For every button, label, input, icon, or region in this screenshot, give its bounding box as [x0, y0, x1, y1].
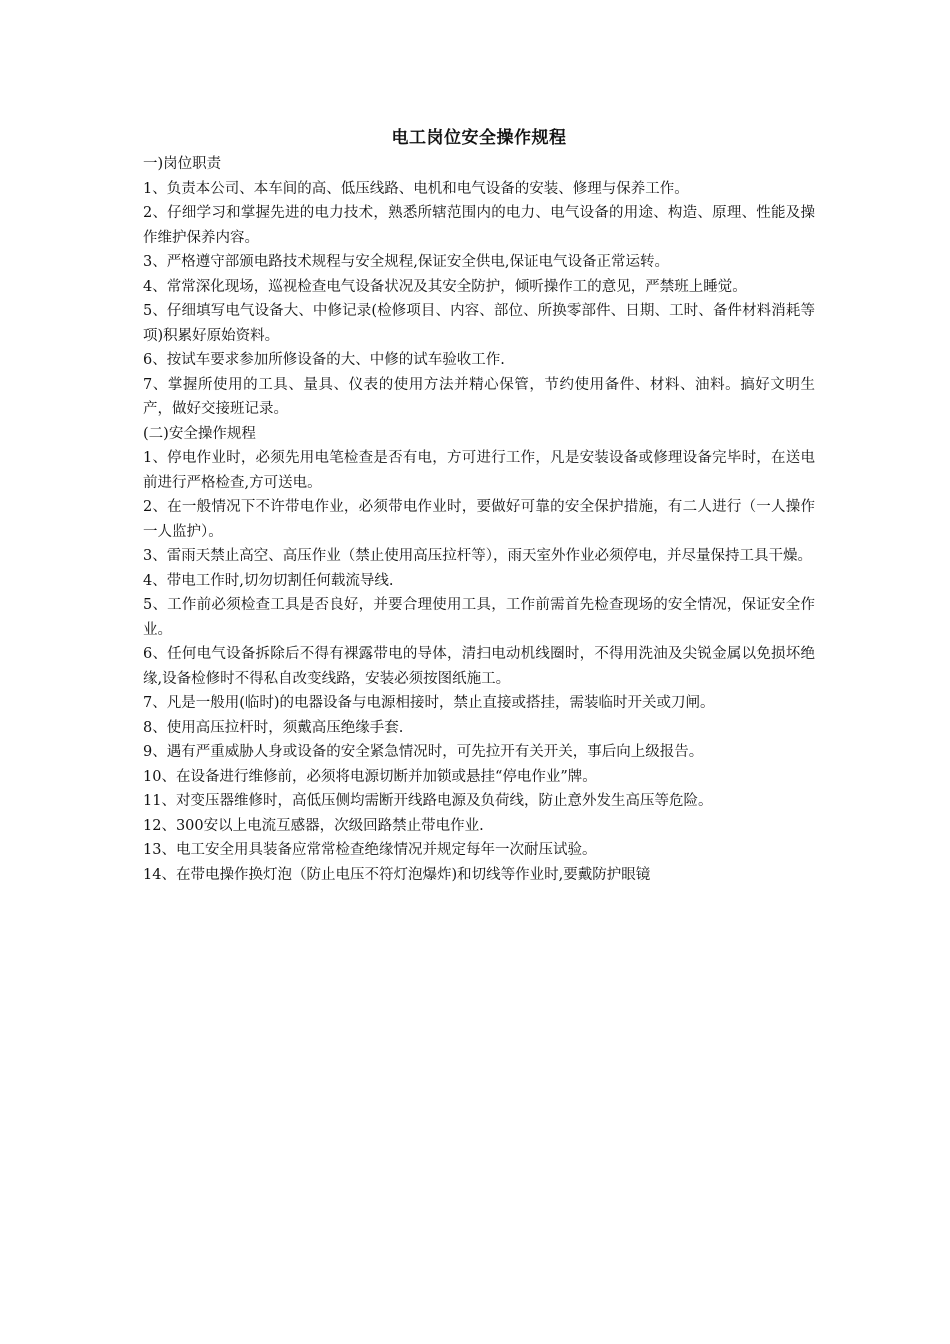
section-job-duties: [143, 152, 815, 422]
list-item: 3、严格遵守部颁电路技术规程与安全规程,保证安全供电,保证电气设备正常运转。: [143, 254, 669, 270]
list-item: 14、在带电操作换灯泡（防止电压不符灯泡爆炸)和切线等作业时,要戴防护眼镜: [143, 866, 651, 883]
list-item: 2、在一般情况下不许带电作业，必须带电作业时，要做好可靠的安全保护措施，有二人进行（一人操作一人监护）。: [143, 499, 815, 540]
list-item: 5、工作前必须检查工具是否良好，并要合理使用工具，工作前需首先检查现场的安全情况，保证安全作业。: [143, 597, 815, 638]
list-item: 1、负责本公司、本车间的高、低压线路、电机和电气设备的安装、修理与保养工作。: [143, 180, 689, 197]
list-item: 12、300安以上电流互感器，次级回路禁止带电作业.: [143, 817, 484, 834]
section-safety-rules: [143, 422, 815, 888]
list-item: 8、使用高压拉杆时，须戴高压绝缘手套.: [143, 719, 404, 736]
list-item: 7、掌握所使用的工具、量具、仪表的使用方法并精心保管，节约使用备件、材料、油料。搞好文明生产，做好交接班记录。: [143, 376, 815, 417]
list-item: 4、常常深化现场，巡视检查电气设备状况及其安全防护，倾听操作工的意见，严禁班上睡觉。: [143, 278, 747, 295]
list-item: 7、凡是一般用(临时)的电器设备与电源相接时，禁止直接或搭挂，需装临时开关或刀闸。: [143, 695, 715, 711]
list-item: 11、对变压器维修时，高低压侧均需断开线路电源及负荷线，防止意外发生高压等危险。: [143, 793, 713, 809]
list-item: 3、雷雨天禁止高空、高压作业（禁止使用高压拉杆等），雨天室外作业必须停电，并尽量保持工具干燥。: [143, 548, 812, 564]
list-item: 2、仔细学习和掌握先进的电力技术，熟悉所辖范围内的电力、电气设备的用途、构造、原理、性能及操作维护保养内容。: [143, 205, 815, 246]
list-item: 13、电工安全用具装备应常常检查绝缘情况并规定每年一次耐压试验。: [143, 842, 597, 858]
list-item: 6、任何电气设备拆除后不得有裸露带电的导体，清扫电动机线圈时，不得用洗油及尖锐金属以免损坏绝缘,设备检修时不得私自改变线路，安装必须按图纸施工。: [143, 646, 815, 687]
list-item: 10、在设备进行维修前，必须将电源切断并加锁或悬挂“停电作业”牌。: [143, 768, 597, 785]
list-item: 1、停电作业时，必须先用电笔检查是否有电，方可进行工作，凡是安装设备或修理设备完毕时，在送电前进行严格检查,方可送电。: [143, 450, 815, 491]
document-title: 电工岗位安全操作规程: [391, 128, 567, 148]
list-item: 6、按试车要求参加所修设备的大、中修的试车验收工作.: [143, 352, 505, 368]
list-item: 4、带电工作时,切勿切割任何载流导线.: [143, 572, 394, 589]
section-heading: 一)岗位职责: [143, 156, 222, 172]
document-body: [143, 126, 815, 887]
list-item: 9、遇有严重威胁人身或设备的安全紧急情况时，可先拉开有关开关，事后向上级报告。: [143, 744, 704, 760]
list-item: 5、仔细填写电气设备大、中修记录(检修项目、内容、部位、所换零部件、日期、工时、备件材料消耗等项)积累好原始资料。: [143, 303, 815, 344]
section-heading: (二)安全操作规程: [143, 425, 256, 442]
